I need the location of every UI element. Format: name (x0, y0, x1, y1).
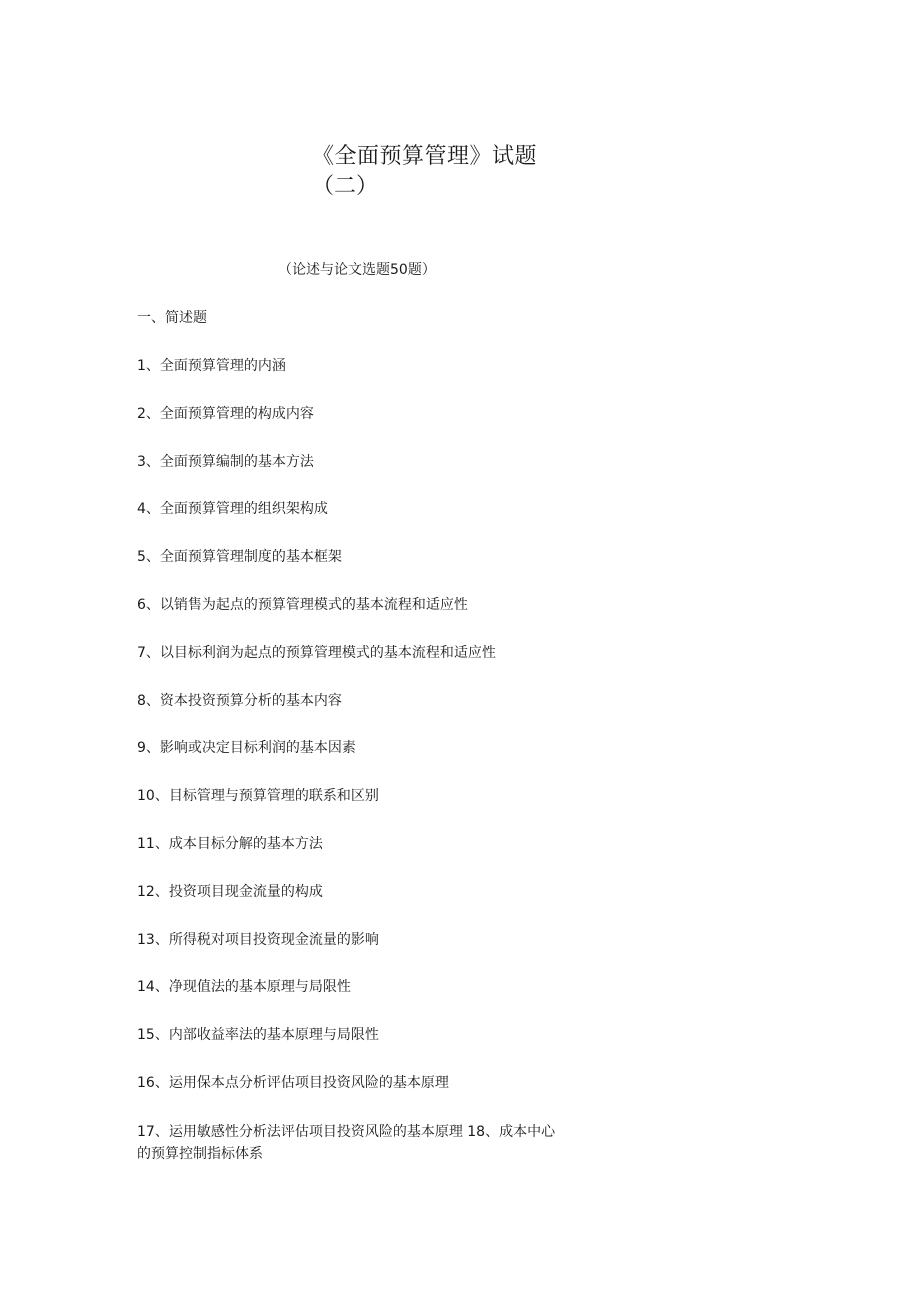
question-item: 9、影响或决定目标利润的基本因素 (137, 740, 356, 757)
question-item: 14、净现值法的基本原理与局限性 (137, 979, 351, 996)
section-heading: 一、简述题 (137, 310, 207, 326)
document-title: 《全面预算管理》试题 (312, 144, 538, 169)
question-item: 1、全面预算管理的内涵 (137, 358, 286, 374)
question-item: 16、运用保本点分析评估项目投资风险的基本原理 (137, 1074, 449, 1091)
question-item: 8、资本投资预算分析的基本内容 (137, 692, 342, 709)
document-title-part: （二） (312, 174, 379, 199)
document-subtitle: （论述与论文选题50题） (278, 262, 436, 278)
question-item: 12、投资项目现金流量的构成 (137, 883, 323, 900)
question-item: 4、全面预算管理的组织架构成 (137, 501, 328, 518)
question-item: 7、以目标利润为起点的预算管理模式的基本流程和适应性 (137, 644, 496, 661)
question-item: 3、全面预算编制的基本方法 (137, 453, 314, 470)
question-item: 13、所得税对项目投资现金流量的影响 (137, 931, 379, 948)
question-item: 2、全面预算管理的构成内容 (137, 405, 314, 422)
question-item: 11、成本目标分解的基本方法 (137, 835, 323, 852)
question-item: 10、目标管理与预算管理的联系和区别 (137, 788, 379, 805)
question-item: 5、全面预算管理制度的基本框架 (137, 549, 342, 566)
question-item: 17、运用敏感性分析法评估项目投资风险的基本原理 18、成本中心的预算控制指标体系 (137, 1123, 556, 1162)
question-item: 6、以销售为起点的预算管理模式的基本流程和适应性 (137, 596, 468, 613)
question-list (137, 356, 557, 1193)
question-item: 15、内部收益率法的基本原理与局限性 (137, 1027, 379, 1044)
